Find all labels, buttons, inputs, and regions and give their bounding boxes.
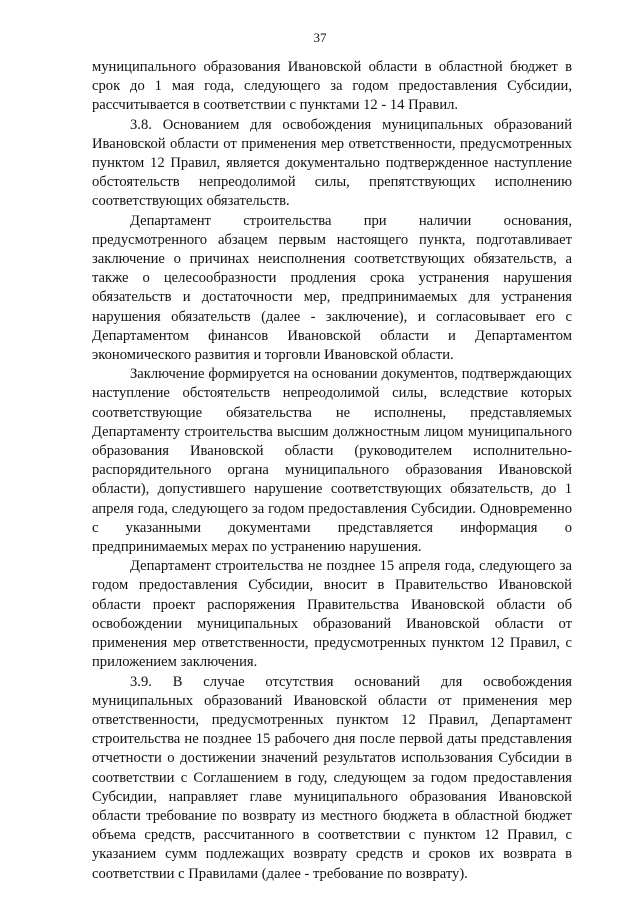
- paragraph-department-conclusion: Департамент строительства при наличии основания, предусмотренного абзацем первым настоящего пункта, подготавливает заключение о причинах неисполнения соответствующих обязательств, а также о целесообразности продления срока устранения нарушения обязательств и достаточности мер, предпринимаемых для устранения нарушения обязательств (далее - заключение), и согласовывает его с Департаментом финансов Ивановской области и Департаментом экономического развития и торговли Ивановской области.: [92, 212, 572, 364]
- paragraph-3-9: 3.9. В случае отсутствия оснований для освобождения муниципальных образований Ивановской области от применения мер ответственности, предусмотренных пунктом 12 Правил, Департамент строительства не позднее 15 рабочего дня после первой даты представления отчетности о достижении значений результатов использования Субсидии в соответствии с Соглашением в году, следующем за годом предоставления Субсидии, направляет главе муниципального образования Ивановской области требование по возврату из местного бюджета в областной бюджет объема средств, рассчитанного в соответствии с пунктом 12 Правил, с указанием сумм подлежащих возврату средств и сроков их возврата в соответствии с Правилами (далее - требование по возврату).: [92, 673, 572, 882]
- paragraph-conclusion-formation: Заключение формируется на основании документов, подтверждающих наступление обстоятельств непреодолимой силы, вследствие которых соответствующие обязательства не исполнены, представляемых Департаменту строительства высшим должностным лицом муниципального образования Ивановской области (руководителем исполнительно-распорядительного органа муниципального образования Ивановской области), допустившего нарушение соответствующих обязательств, до 1 апреля года, следующего за годом предоставления Субсидии. Одновременно с указанными документами представляется информация о предпринимаемых мерах по устранению нарушения.: [92, 366, 572, 556]
- page-number: 37: [313, 30, 327, 45]
- paragraph-3-8: 3.8. Основанием для освобождения муниципальных образований Ивановской области от применения мер ответственности, предусмотренных пунктом 12 Правил, является документально подтвержденное наступление обстоятельств непреодолимой силы, препятствующих исполнению соответствующих обязательств.: [92, 116, 572, 210]
- paragraph-department-deadline: Департамент строительства не позднее 15 апреля года, следующего за годом предоставления Субсидии, вносит в Правительство Ивановской области проект распоряжения Правительства Ивановской области об освобождении муниципальных образований Ивановской области от применения мер ответственности, предусмотренных пунктом 12 Правил, с приложением заключения.: [92, 558, 572, 671]
- paragraph-continuation: муниципального образования Ивановской области в областной бюджет в срок до 1 мая года, следующего за годом предоставления Субсидии, рассчитывается в соответствии с пунктами 12 - 14 Правил.: [92, 59, 572, 114]
- document-body: [92, 58, 572, 884]
